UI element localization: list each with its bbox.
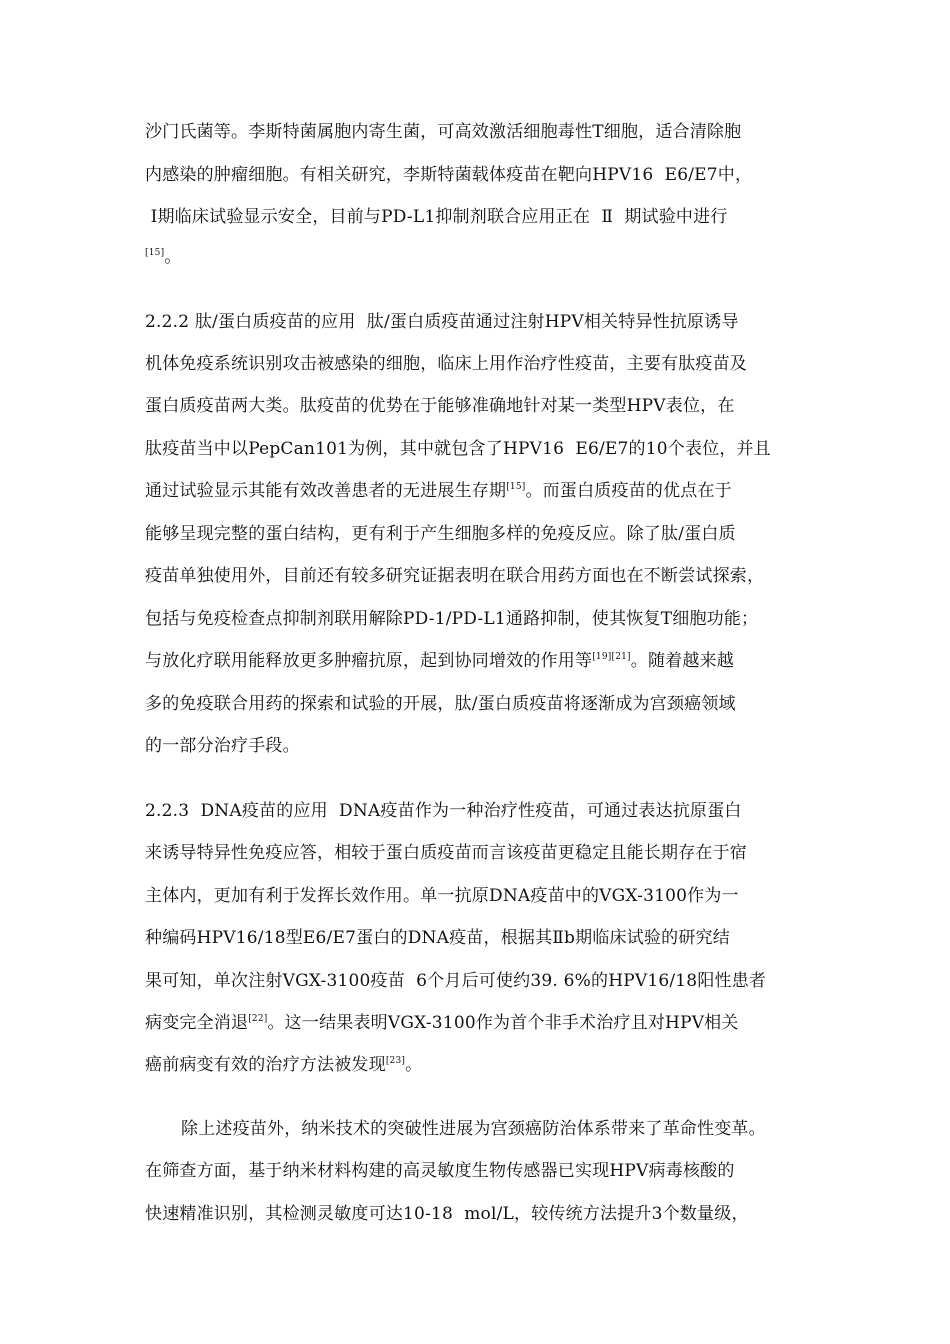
text-line: 肽疫苗当中以PepCan101为例，其中就包含了HPV16 E6/E7的10个表位，并且 [145, 439, 771, 459]
text-span: 。 [405, 1055, 423, 1075]
text-line [145, 480, 732, 502]
text-line: 种编码HPV16/18型E6/E7蛋白的DNA疫苗，根据其Ⅱb期临床试验的研究结 [145, 928, 730, 948]
text-line [145, 246, 181, 268]
text-span: 。 [164, 247, 182, 267]
citation-ref: [15] [506, 482, 526, 492]
text-line [145, 1054, 422, 1076]
text-span: 病变完全消退 [145, 1013, 249, 1033]
text-line [145, 1012, 739, 1034]
text-line: 在筛查方面，基于纳米材料构建的高灵敏度生物传感器已实现HPV病毒核酸的 [145, 1161, 735, 1181]
citation-ref: [15] [145, 248, 165, 258]
text-span: 。这一结果表明VGX-3100作为首个非手术治疗且对HPV相关 [267, 1013, 739, 1033]
text-span: 。随着越来越 [630, 651, 734, 671]
text-line: 沙门氏菌等。李斯特菌属胞内寄生菌，可高效激活细胞毒性T细胞，适合清除胞 [145, 122, 742, 142]
citation-ref: [22] [248, 1014, 268, 1024]
text-span: 。而蛋白质疫苗的优点在于 [525, 481, 732, 501]
text-line: 疫苗单独使用外，目前还有较多研究证据表明在联合用药方面也在不断尝试探索， [145, 566, 765, 586]
text-line: 包括与免疫检查点抑制剂联用解除PD-1/PD-L1通路抑制，使其恢复T细胞功能； [145, 609, 759, 629]
citation-ref: [19][21] [592, 652, 631, 662]
section-heading-line: 2.2.2 肽/蛋白质疫苗的应用 肽/蛋白质疫苗通过注射HPV相关特异性抗原诱导 [145, 312, 739, 332]
text-line: 的一部分治疗手段。 [145, 736, 300, 756]
text-line: 来诱导特异性免疫应答，相较于蛋白质疫苗而言该疫苗更稳定且能长期存在于宿 [145, 843, 747, 863]
text-line: 果可知，单次注射VGX-3100疫苗 6个月后可使约39. 6%的HPV16/18阳性患者 [145, 971, 767, 991]
citation-ref: [23] [385, 1056, 406, 1066]
text-line: Ⅰ期临床试验显示安全，目前与PD-L1抑制剂联合应用正在 Ⅱ 期试验中进行 [145, 207, 728, 227]
text-line: 能够呈现完整的蛋白结构，更有利于产生细胞多样的免疫反应。除了肽/蛋白质 [145, 524, 736, 544]
text-line: 主体内，更加有利于发挥长效作用。单一抗原DNA疫苗中的VGX-3100作为一 [145, 886, 739, 906]
text-span: 通过试验显示其能有效改善患者的无进展生存期 [145, 481, 507, 501]
text-span: 癌前病变有效的治疗方法被发现 [145, 1055, 386, 1075]
paragraph-first-line: 除上述疫苗外，纳米技术的突破性进展为宫颈癌防治体系带来了革命性变革。 [181, 1119, 766, 1139]
section-heading-line: 2.2.3 DNA疫苗的应用 DNA疫苗作为一种治疗性疫苗，可通过表达抗原蛋白 [145, 801, 742, 821]
text-line: 内感染的肿瘤细胞。有相关研究，李斯特菌载体疫苗在靶向HPV16 E6/E7中， [145, 165, 753, 185]
text-line: 蛋白质疫苗两大类。肽疫苗的优势在于能够准确地针对某一类型HPV表位，在 [145, 396, 735, 416]
text-span: 与放化疗联用能释放更多肿瘤抗原，起到协同增效的作用等 [145, 651, 593, 671]
text-line: 机体免疫系统识别攻击被感染的细胞，临床上用作治疗性疫苗，主要有肽疫苗及 [145, 354, 747, 374]
text-line: 多的免疫联合用药的探索和试验的开展，肽/蛋白质疫苗将逐渐成为宫颈癌领域 [145, 694, 736, 714]
text-line [145, 650, 734, 672]
text-line: 快速精准识别，其检测灵敏度可达10-18 mol/L，较传统方法提升3个数量级， [145, 1204, 749, 1224]
